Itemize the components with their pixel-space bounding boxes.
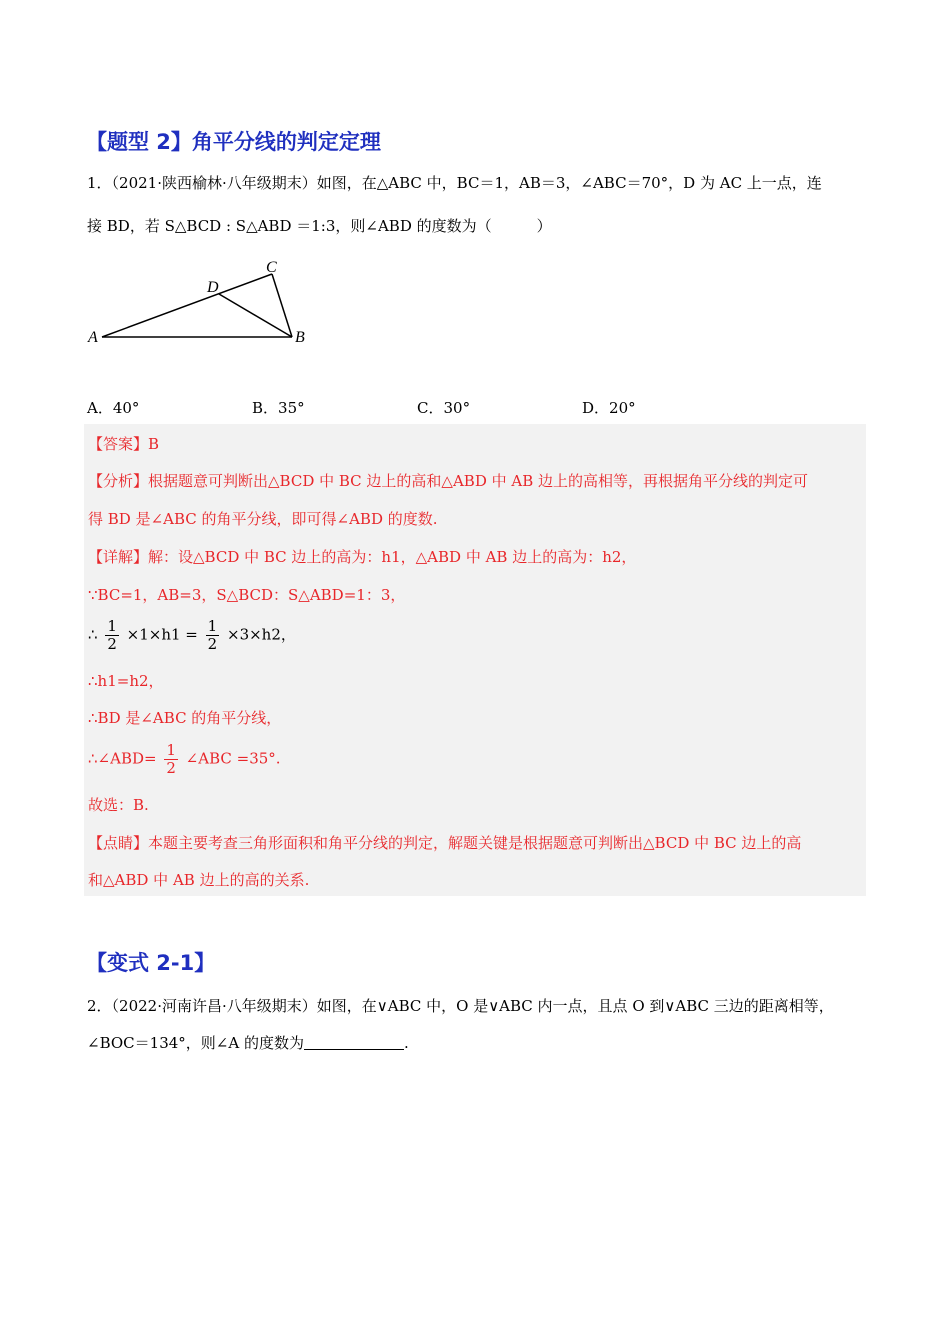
fraction-half (206, 618, 220, 653)
choice-line: 故选：B. (88, 796, 149, 814)
fraction-numerator: 1 (107, 617, 117, 635)
option-b: B．35° (252, 399, 305, 417)
fraction-numerator: 1 (207, 617, 218, 635)
comment-line-2: 和△ABD 中 AB 边上的高的关系. (88, 871, 310, 889)
detail-line-3 (88, 618, 296, 653)
equation-end: ×3×h2， (227, 625, 296, 644)
detail-line-6 (88, 742, 281, 777)
question-source: （2022·河南许昌·八年级期末） (111, 997, 317, 1015)
question-number: 2． (87, 997, 112, 1015)
detail-line-5: ∴BD 是∠ABC 的角平分线， (88, 709, 282, 727)
therefore-symbol: ∴ (88, 625, 98, 644)
label-d: D (207, 279, 219, 296)
variant-heading: 【变式 2-1】 (86, 951, 216, 975)
fraction-denominator: 2 (166, 759, 176, 777)
question-2-line-2 (87, 1033, 409, 1053)
question-1-line-1 (87, 173, 822, 193)
detail-line-4: ∴h1=h2， (88, 672, 164, 690)
answer-line: 【答案】B (88, 435, 160, 453)
equation-middle: ×1×h1 = (126, 625, 198, 644)
comment-line-1: 【点睛】本题主要考查三角形面积和角平分线的判定，解题关键是根据题意可判断出△BCD 中 BC 边上的高 (88, 834, 802, 852)
fraction-half (164, 742, 178, 777)
equation-end: ∠ABC =35°. (185, 749, 281, 768)
detail-line-2: ∵BC=1，AB=3，S△BCD：S△ABD=1：3， (88, 586, 406, 604)
label-c: C (266, 259, 277, 276)
fraction-denominator: 2 (207, 635, 218, 653)
side-ac (102, 274, 272, 337)
detail-line-1: 【详解】解：设△BCD 中 BC 边上的高为：h1，△ABD 中 AB 边上的高为：h2， (88, 548, 637, 566)
option-c: C．30° (417, 399, 471, 417)
section-heading: 【题型 2】角平分线的判定定理 (86, 130, 381, 154)
option-a: A．40° (87, 399, 140, 417)
label-b: B (295, 329, 305, 346)
analysis-line-1: 【分析】根据题意可判断出△BCD 中 BC 边上的高和△ABD 中 AB 边上的高相等，再根据角平分线的判定可 (88, 472, 809, 490)
question-number: 1． (87, 174, 112, 192)
question-source: （2021·陕西榆林·八年级期末） (111, 174, 317, 192)
question-text: 如图，在△ABC 中，BC＝1，AB＝3，∠ABC＝70°，D 为 AC 上一点，连 (316, 174, 822, 192)
period: . (403, 1034, 409, 1052)
label-a: A (88, 329, 98, 346)
fraction-numerator: 1 (166, 741, 176, 759)
question-text: 如图，在∨ABC 中，O 是∨ABC 内一点，且点 O 到∨ABC 三边的距离相等， (316, 997, 834, 1015)
question-2-line-1 (87, 996, 834, 1016)
fraction-denominator: 2 (107, 635, 117, 653)
question-text: ∠BOC＝134°，则∠A 的度数为 (87, 1034, 304, 1052)
equation-start: ∴∠ABD= (88, 749, 157, 768)
question-1-line-2: 接 BD，若 S△BCD : S△ABD ＝1:3，则∠ABD 的度数为（ ） (87, 217, 552, 235)
analysis-line-2: 得 BD 是∠ABC 的角平分线，即可得∠ABD 的度数. (88, 510, 438, 528)
triangle-figure (82, 252, 322, 352)
option-d: D．20° (582, 399, 636, 417)
fraction-half (105, 618, 119, 653)
solution-box (84, 424, 866, 896)
answer-blank[interactable] (304, 1035, 404, 1050)
